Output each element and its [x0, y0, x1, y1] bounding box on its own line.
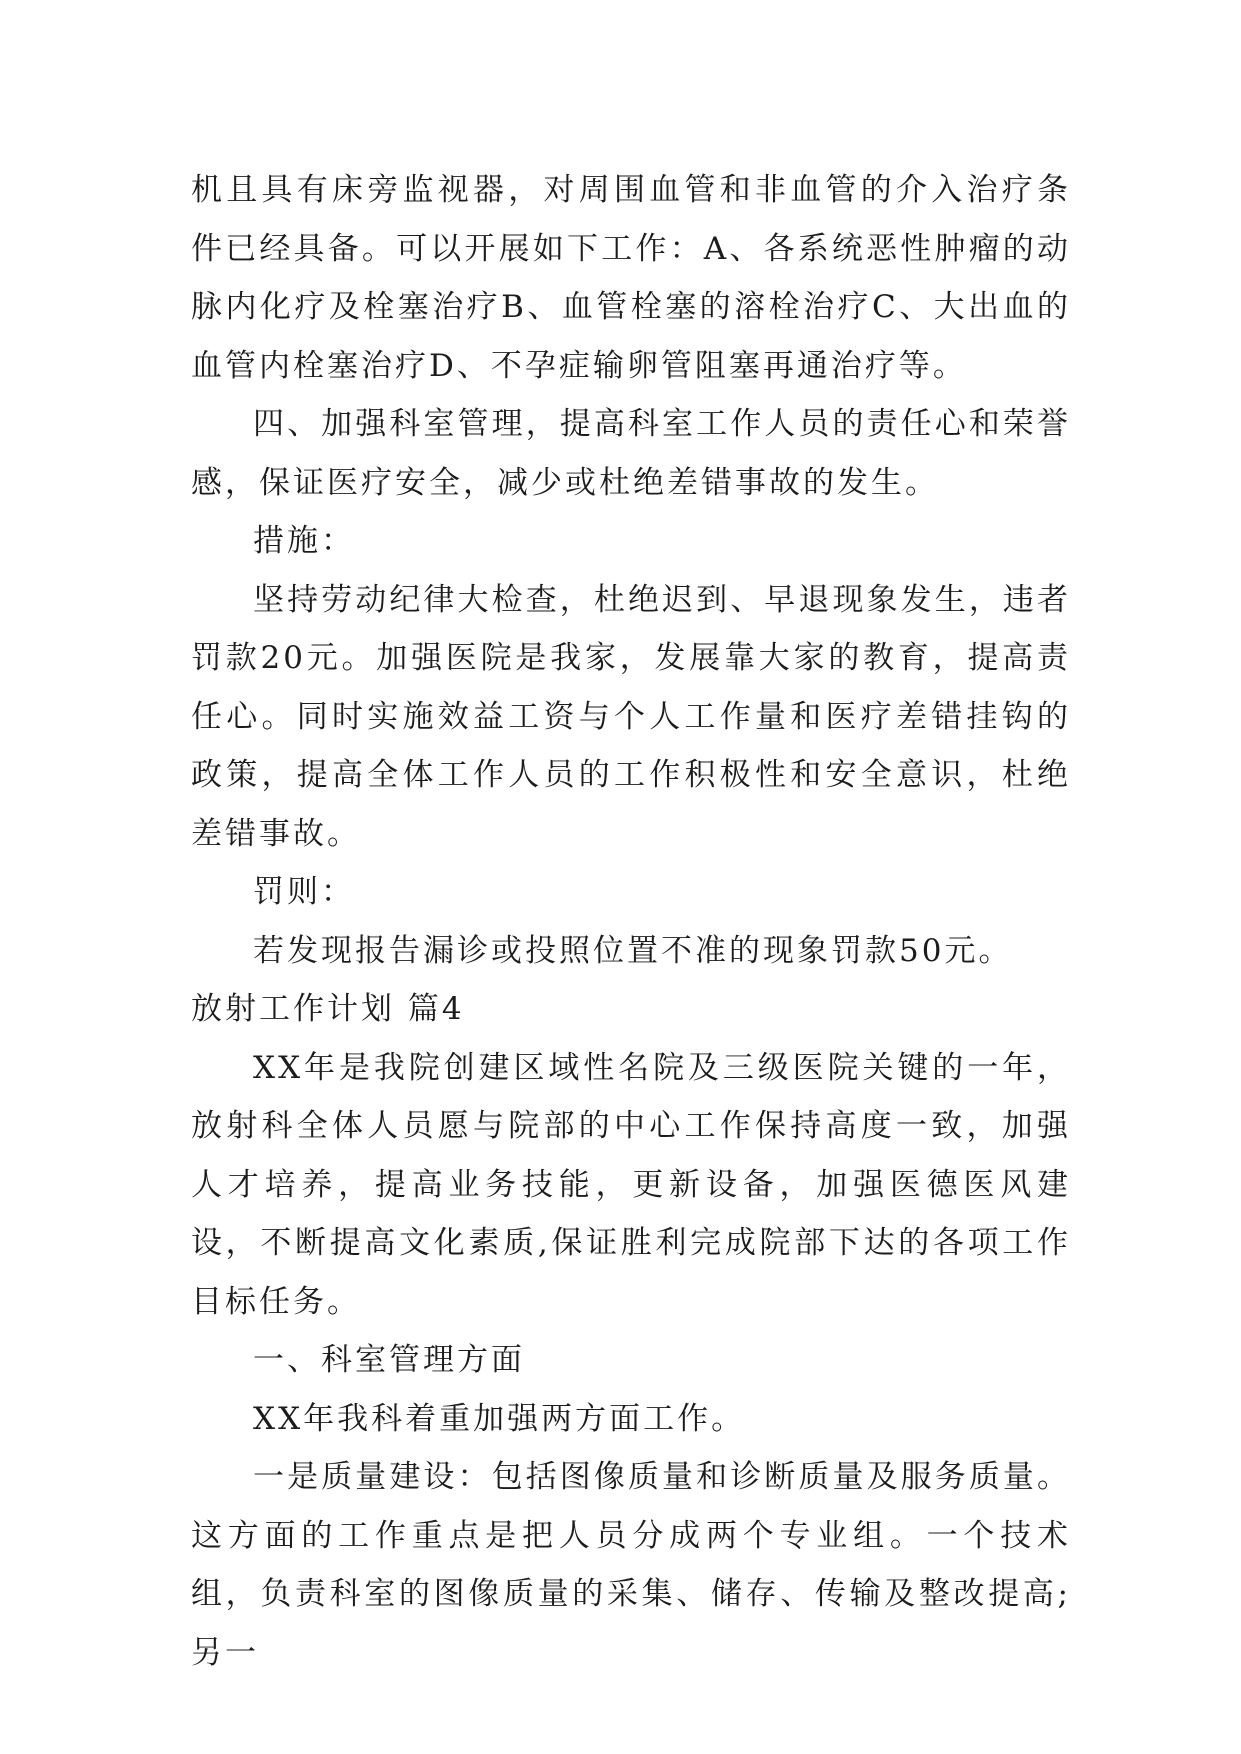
- paragraph-measures-body: 坚持劳动纪律大检查，杜绝迟到、早退现象发生，违者罚款20元。加强医院是我家，发展靠大家的教育，提高责任心。同时实施效益工资与个人工作量和医疗差错挂钩的政策，提高全体工作人员的工作积极性和安全意识，杜绝差错事故。: [191, 581, 1071, 852]
- paragraph-measures-label: 措施：: [253, 523, 355, 559]
- paragraph-two-aspects: XX年我科着重加强两方面工作。: [253, 1400, 746, 1437]
- paragraph-plan-intro: XX年是我院创建区域性名院及三级医院关键的一年，放射科全体人员愿与院部的中心工作保持高度一致，加强人才培养，提高业务技能，更新设备，加强医德医风建设，不断提高文化素质,保证胜利完成院部下达的各项工作目标任务。: [191, 1049, 1071, 1320]
- paragraph-management-heading: 一、科室管理方面: [253, 1342, 525, 1378]
- paragraph-quality-building: 一是质量建设：包括图像质量和诊断质量及服务质量。这方面的工作重点是把人员分成两个专业组。一个技术组，负责科室的图像质量的采集、储存、传输及整改提高;另一: [191, 1459, 1071, 1671]
- paragraph-intro-equipment: 机且具有床旁监视器，对周围血管和非血管的介入治疗条件已经具备。可以开展如下工作：A、各系统恶性肿瘤的动脉内化疗及栓塞治疗B、血管栓塞的溶栓治疗C、大出血的血管内栓塞治疗D、不孕症输卵管阻塞再通治疗等。: [191, 172, 1071, 384]
- paragraph-section-four: 四、加强科室管理，提高科室工作人员的责任心和荣誉感，保证医疗安全，减少或杜绝差错事故的发生。: [191, 406, 1071, 501]
- paragraph-penalty-label: 罚则：: [253, 874, 355, 910]
- section-heading-plan-4: 放射工作计划 篇4: [191, 991, 465, 1027]
- paragraph-penalty-body: 若发现报告漏诊或投照位置不准的现象罚款50元。: [253, 932, 1013, 969]
- document-body: [191, 161, 1071, 1682]
